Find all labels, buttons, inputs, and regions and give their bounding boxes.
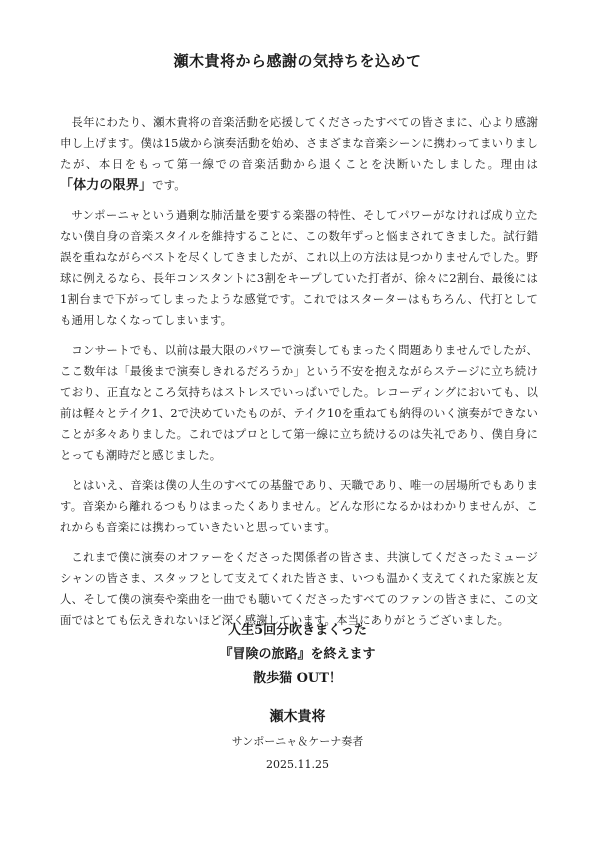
paragraph-3: コンサートでも、以前は最大限のパワーで演奏してもまったく問題ありませんでしたが、ここ数年は「最後まで演奏しきれるだろうか」という不安を抱えながらステージに立ち続けており、正直なところ気持ちはストレスでいっぱいでした。レコーディングにおいても、以前は軽々とテイク1、2で決めていたものが、テイク10を重ねても納得のいく演奏ができないことが多々ありました。これではプロとして第一線に立ち続けるのは失礼であり、僕自身にとっても潮時だと感じました。 — [60, 343, 538, 462]
paragraph-1 — [60, 112, 538, 196]
signature-title: サンポーニャ＆ケーナ奏者 — [231, 735, 364, 748]
paragraph-1-text: 長年にわたり、瀬木貴将の音楽活動を応援してくださったすべての皆さまに、心より感謝申し上げます。僕は15歳から演奏活動を始め、さまざまな音楽シーンに携わってまいりましたが、本日をもって第一線での音楽活動から退くことを決断いたしました。理由は — [60, 115, 538, 171]
closing-block — [0, 619, 595, 774]
paragraph-1-tail: です。 — [152, 178, 186, 192]
closing-line-1: 人生5回分吹きまくった — [228, 623, 367, 638]
reason-highlight: 「体力の限界」 — [60, 178, 153, 193]
signature-name: 瀬木貴将 — [269, 709, 326, 725]
document-body — [60, 112, 538, 640]
document-title: 瀬木貴将から感謝の気持ちを込めて — [173, 52, 422, 70]
closing-line-2: 『冒険の旅路』を終えます — [219, 647, 376, 662]
paragraph-2: サンポーニャという過剰な肺活量を要する楽器の特性、そしてパワーがなければ成り立たない僕自身の音楽スタイルを維持することに、この数年ずっと悩まされてきました。試行錯誤を重ねながらベストを尽くしてきましたが、これ以上の方法は見つかりませんでした。野球に例えるなら、長年コンスタントに3割をキープしていた打者が、徐々に2割台、最後には1割台まで下がってしまったような感覚です。これではスターターはもちろん、代打としても通用しなくなってしまいます。 — [60, 208, 538, 327]
closing-line-3: 散歩猫 OUT！ — [253, 671, 342, 686]
paragraph-4: とはいえ、音楽は僕の人生のすべての基盤であり、天職であり、唯一の居場所でもあります。音楽から離れるつもりはまったくありません。どんな形になるかはわかりませんが、これからも音楽には携わっていきたいと思っています。 — [60, 478, 538, 534]
document-date: 2025.11.25 — [266, 758, 329, 771]
paragraph-5: これまで僕に演奏のオファーをくださった関係者の皆さま、共演してくださったミュージシャンの皆さま、スタッフとして支えてくれた皆さま、いつも温かく支えてくれた家族と友人、そして僕の演奏や楽曲を一曲でも聴いてくださったすべてのファンの皆さまに、この文面ではとても伝えきれないほど深く感謝しています。本当にありがとうございました。 — [60, 550, 538, 627]
